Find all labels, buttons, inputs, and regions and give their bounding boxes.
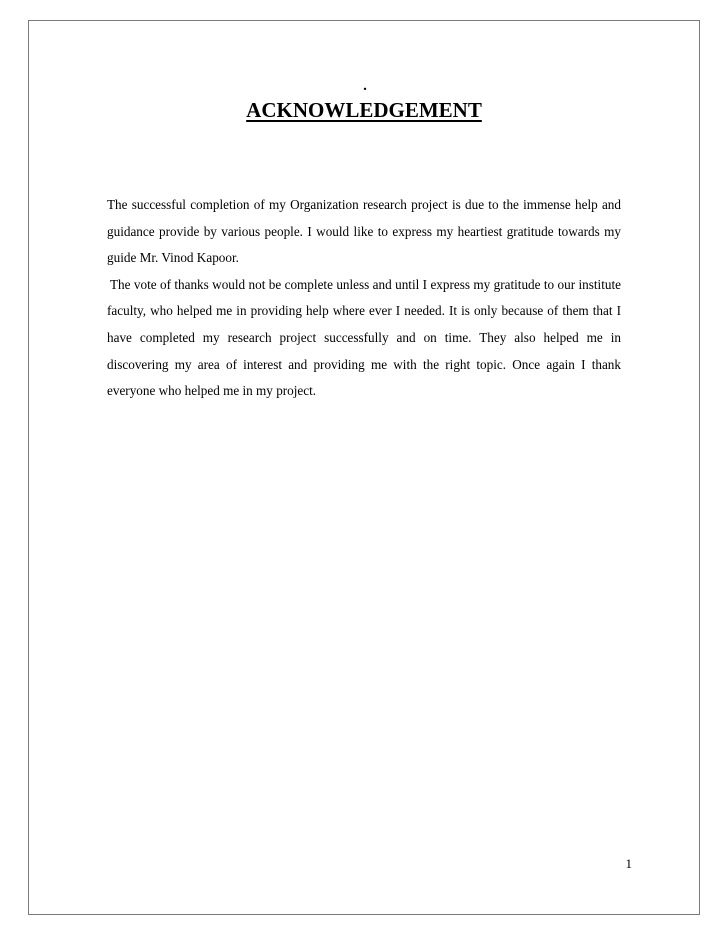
page-border	[28, 20, 700, 915]
page-title-text: ACKNOWLEDGEMENT	[246, 98, 482, 122]
paragraph-1: The successful completion of my Organization research project is due to the immense help and guidance provide by various people. I would like to express my heartiest gratitude towards my guide Mr. Vinod Kapoor.	[107, 197, 621, 266]
paragraph-2: The vote of thanks would not be complete unless and until I express my gratitude to our institute faculty, who helped me in providing help where ever I needed. It is only because of them that I have completed my research project successfully and on time. They also helped me in discovering my area of interest and providing me with the right topic. Once again I thank everyone who helped me in my project.	[107, 276, 621, 399]
page-number: 1	[625, 856, 632, 871]
title-dot: .	[363, 78, 367, 94]
acknowledgement-body	[107, 192, 621, 405]
page-title	[230, 97, 498, 123]
page-title-container	[230, 97, 498, 123]
